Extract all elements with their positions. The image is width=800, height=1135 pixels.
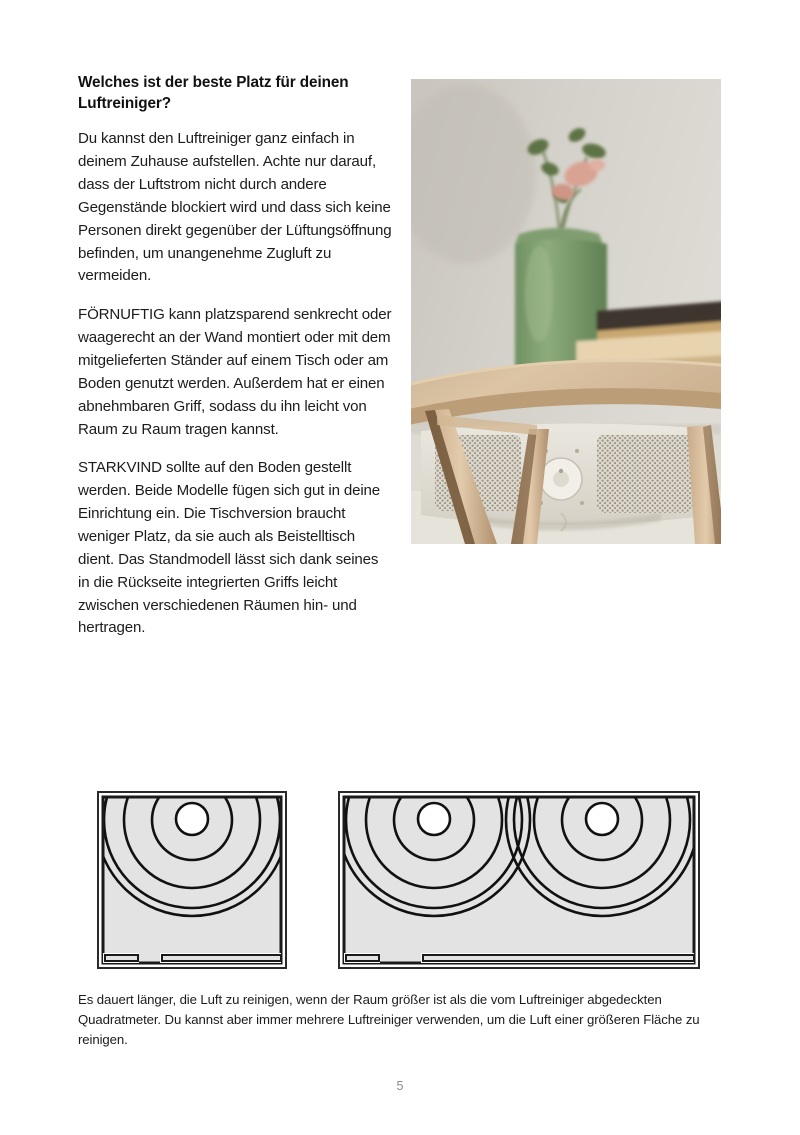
page-number: 5 (396, 1079, 404, 1093)
single-room-diagram (96, 790, 288, 982)
article-paragraph-1: Du kannst den Luftreiniger ganz einfach in deinem Zuhause aufstellen. Achte nur darauf, dass der Luftstrom nicht durch andere Gegenstände blockiert wird und dass sich keine Personen direkt gegenüber der Lüftungsöffnung befinden, um unangenehme Zugluft zu vermeiden. (78, 130, 392, 285)
article-text-column (78, 72, 393, 640)
coverage-diagrams (0, 790, 800, 990)
figure-caption: Es dauert länger, die Luft zu reinigen, wenn der Raum größer ist als die vom Luftreiniger abgedeckten Quadratmeter. Du kannst aber immer mehrere Luftreiniger verwenden, um die Luft einer größeren Fläche zu reinigen. (78, 992, 700, 1048)
single-room-illustration (96, 790, 288, 982)
air-purifier-unit (176, 803, 208, 835)
page-title: Welches ist der beste Platz für deinen Luftreiniger? (78, 74, 349, 113)
air-purifier-unit-left (418, 803, 450, 835)
double-room-diagram (337, 790, 701, 982)
product-photo (411, 79, 721, 544)
article-paragraph-2: FÖRNUFTIG kann platzsparend senkrecht oder waagerecht an der Wand montiert oder mit dem mitgelieferten Ständer auf einem Tisch oder am Boden genutzt werden. Außerdem hat er einen abnehmbaren Griff, sodass du ihn leicht von Raum zu Raum tragen kannst. (78, 306, 392, 438)
air-purifier-unit-right (586, 803, 618, 835)
double-room-illustration (337, 790, 701, 982)
product-photo-illustration (411, 79, 721, 544)
article-paragraph-3: STARKVIND sollte auf den Boden gestellt werden. Beide Modelle fügen sich gut in deine Einrichtung ein. Die Tischversion braucht weniger Platz, da sie auch als Beistelltisch dient. Das Standmodell lässt sich dank seines in die Rückseite integrierten Griffs leicht zwischen verschiedenen Räumen hin- und hertragen. (78, 459, 381, 637)
